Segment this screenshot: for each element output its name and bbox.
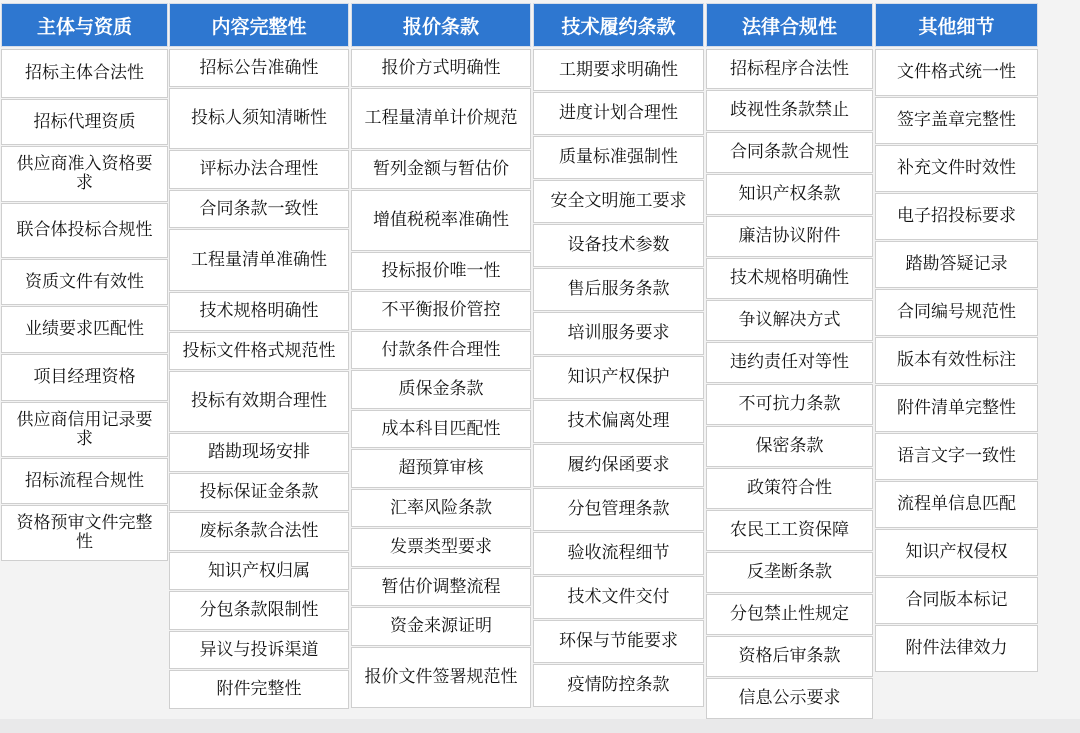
checklist-cell: 合同条款合规性 [706,132,873,173]
checklist-cell: 售后服务条款 [533,268,704,311]
checklist-cell: 踏勘现场安排 [169,433,349,472]
checklist-cell: 技术规格明确性 [706,258,873,299]
checklist-cell: 分包管理条款 [533,488,704,531]
checklist-cell: 不可抗力条款 [706,384,873,425]
checklist-cell: 报价方式明确性 [351,49,531,87]
checklist-cell: 招标程序合法性 [706,49,873,89]
checklist-cell: 合同条款一致性 [169,190,349,228]
checklist-cell: 安全文明施工要求 [533,180,704,223]
checklist-cell: 暂估价调整流程 [351,568,531,606]
checklist-cell: 工程量清单计价规范 [351,88,531,149]
checklist-cell: 招标流程合规性 [1,458,168,504]
checklist-cell: 质量标准强制性 [533,136,704,179]
checklist-cell: 疫情防控条款 [533,664,704,707]
checklist-cell: 发票类型要求 [351,528,531,567]
checklist-cell: 踏勘答疑记录 [875,241,1038,288]
checklist-cell: 附件完整性 [169,670,349,709]
checklist-cell: 质保金条款 [351,370,531,409]
checklist-cell: 技术规格明确性 [169,292,349,331]
checklist-cell: 政策符合性 [706,468,873,509]
checklist-cell: 农民工工资保障 [706,510,873,551]
checklist-cell: 工期要求明确性 [533,49,704,91]
checklist-cell: 设备技术参数 [533,224,704,267]
checklist-cell: 歧视性条款禁止 [706,90,873,131]
checklist-cell: 合同编号规范性 [875,289,1038,336]
checklist-cell: 投标有效期合理性 [169,371,349,432]
checklist-cell: 付款条件合理性 [351,331,531,369]
checklist-cell: 验收流程细节 [533,532,704,575]
checklist-cell: 知识产权归属 [169,552,349,590]
checklist-cell: 合同版本标记 [875,577,1038,624]
checklist-cell: 补充文件时效性 [875,145,1038,192]
bottom-scroll-area [0,719,1080,733]
checklist-cell: 汇率风险条款 [351,489,531,527]
checklist-cell: 业绩要求匹配性 [1,306,168,353]
checklist-cell: 分包条款限制性 [169,591,349,630]
column-header: 内容完整性 [169,3,349,47]
checklist-cell: 争议解决方式 [706,300,873,341]
column-technical-performance [533,3,704,708]
checklist-cell: 报价文件签署规范性 [351,647,531,708]
checklist-cell: 资质文件有效性 [1,259,168,305]
column-header: 法律合规性 [706,3,873,47]
checklist-cell: 异议与投诉渠道 [169,631,349,669]
column-header: 报价条款 [351,3,531,47]
checklist-cell: 文件格式统一性 [875,49,1038,96]
checklist-cell: 增值税税率准确性 [351,190,531,251]
checklist-cell: 工程量清单准确性 [169,229,349,291]
checklist-cell: 招标主体合法性 [1,49,168,98]
checklist-cell: 投标人须知清晰性 [169,88,349,149]
checklist-cell: 供应商准入资格要求 [1,146,168,202]
checklist-cell: 废标条款合法性 [169,512,349,551]
checklist-cell: 反垄断条款 [706,552,873,593]
checklist-cell: 附件清单完整性 [875,385,1038,432]
checklist-cell: 投标保证金条款 [169,473,349,511]
column-header: 技术履约条款 [533,3,704,47]
checklist-cell: 资格预审文件完整性 [1,505,168,561]
checklist-cell: 版本有效性标注 [875,337,1038,384]
checklist-cell: 签字盖章完整性 [875,97,1038,144]
checklist-cell: 资金来源证明 [351,607,531,646]
checklist-cell: 知识产权保护 [533,356,704,399]
checklist-cell: 投标文件格式规范性 [169,332,349,370]
checklist-cell: 成本科目匹配性 [351,410,531,448]
checklist-cell: 分包禁止性规定 [706,594,873,635]
checklist-cell: 评标办法合理性 [169,150,349,189]
checklist-cell: 履约保函要求 [533,444,704,487]
checklist-cell: 知识产权侵权 [875,529,1038,576]
checklist-cell: 技术文件交付 [533,576,704,619]
checklist-cell: 廉洁协议附件 [706,216,873,257]
column-content-completeness [169,3,349,710]
checklist-cell: 项目经理资格 [1,354,168,401]
checklist-cell: 联合体投标合规性 [1,203,168,258]
column-header: 主体与资质 [1,3,168,47]
checklist-cell: 知识产权条款 [706,174,873,215]
checklist-cell: 违约责任对等性 [706,342,873,383]
column-other-details [875,3,1038,673]
checklist-cell: 暂列金额与暂估价 [351,150,531,189]
checklist-cell: 招标代理资质 [1,99,168,145]
checklist-cell: 环保与节能要求 [533,620,704,663]
checklist-cell: 进度计划合理性 [533,92,704,135]
column-legal-compliance [706,3,873,720]
checklist-cell: 流程单信息匹配 [875,481,1038,528]
checklist-cell: 信息公示要求 [706,678,873,719]
checklist-cell: 超预算审核 [351,449,531,488]
column-quotation-terms [351,3,531,709]
checklist-cell: 资格后审条款 [706,636,873,677]
checklist-cell: 技术偏离处理 [533,400,704,443]
checklist-cell: 不平衡报价管控 [351,291,531,330]
checklist-cell: 供应商信用记录要求 [1,402,168,457]
checklist-cell: 培训服务要求 [533,312,704,355]
checklist-cell: 语言文字一致性 [875,433,1038,480]
column-header: 其他细节 [875,3,1038,47]
checklist-cell: 投标报价唯一性 [351,252,531,290]
checklist-cell: 保密条款 [706,426,873,467]
checklist-cell: 电子招投标要求 [875,193,1038,240]
checklist-cell: 附件法律效力 [875,625,1038,672]
checklist-cell: 招标公告准确性 [169,49,349,87]
column-subject-qualification [1,3,168,562]
